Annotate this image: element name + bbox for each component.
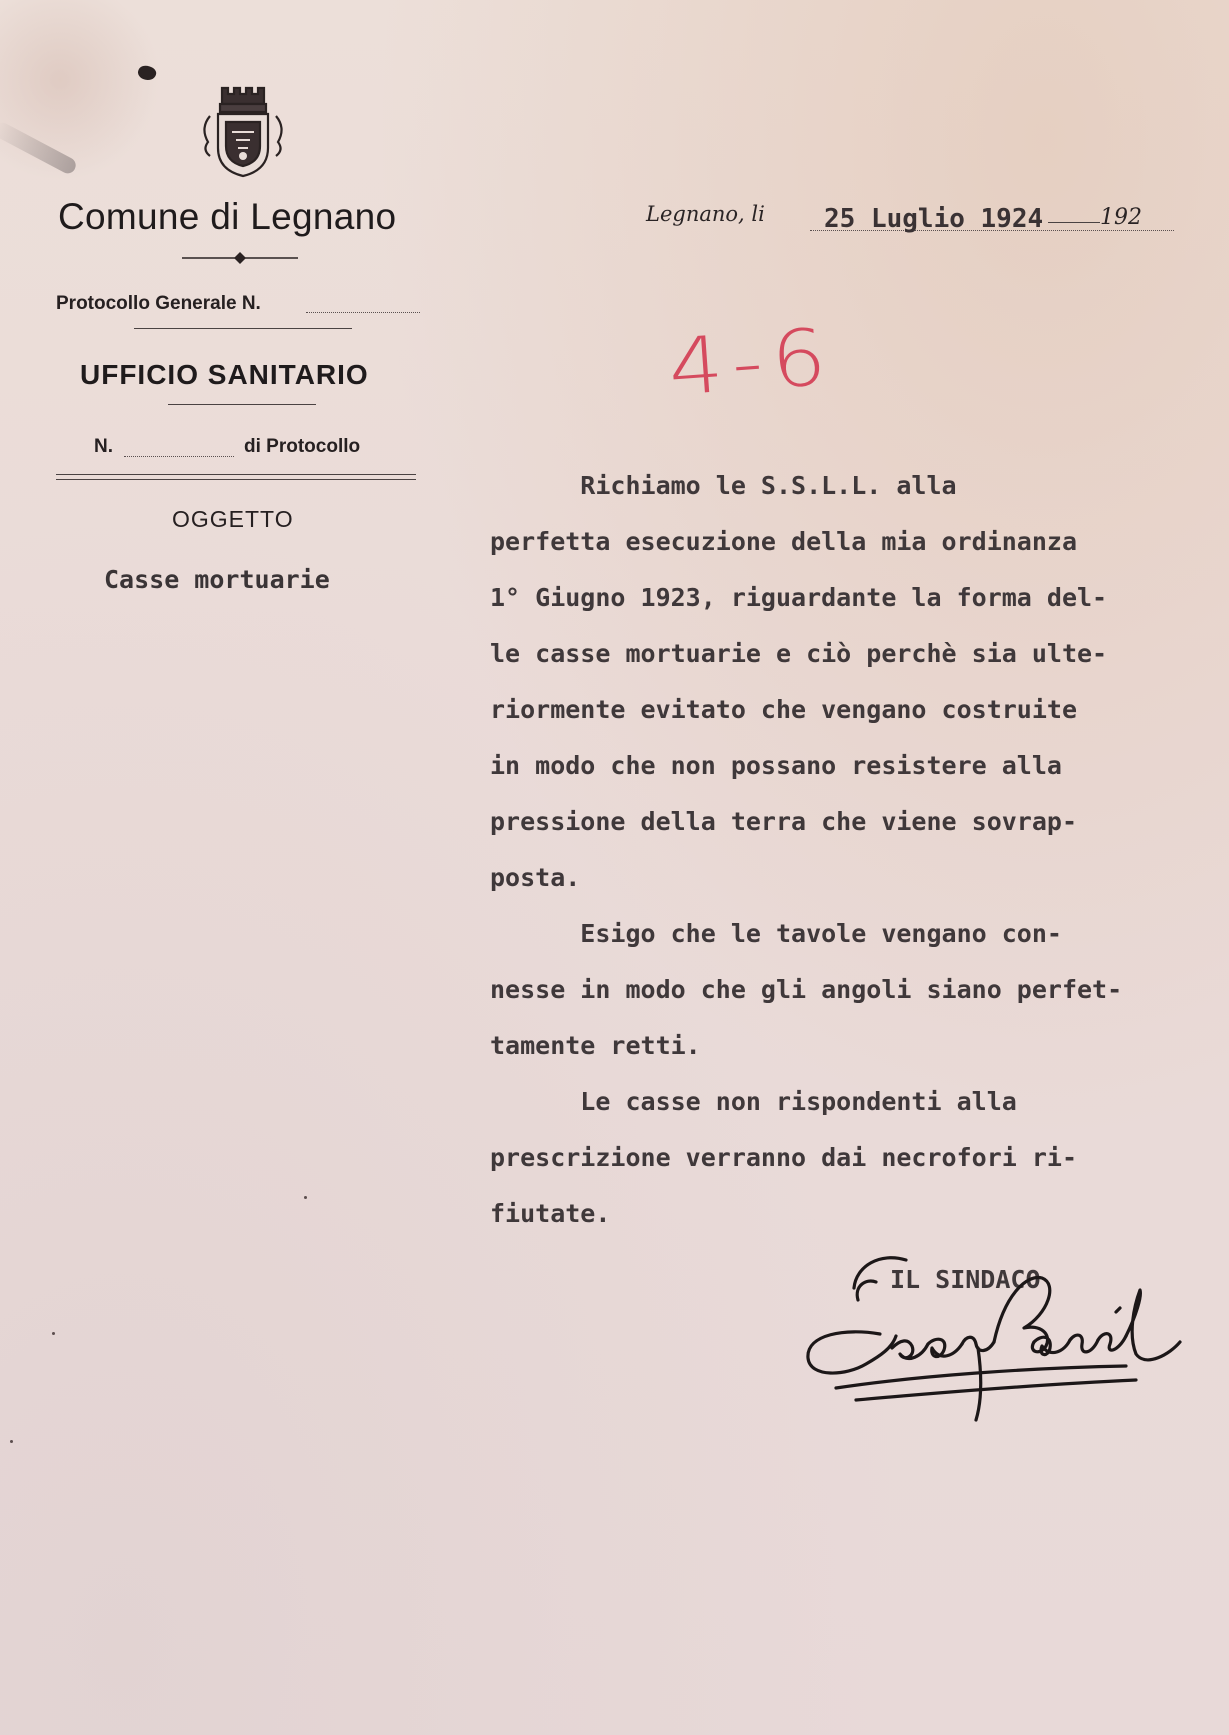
general-protocol-blank xyxy=(306,312,420,313)
strike-through xyxy=(1048,222,1100,223)
paper-speck xyxy=(52,1332,55,1335)
protocol-label: di Protocollo xyxy=(244,436,361,457)
number-blank xyxy=(124,456,234,457)
body-line: perfetta esecuzione della mia ordinanza xyxy=(490,527,1077,556)
rule-line xyxy=(134,328,352,329)
signatory-title: IL SINDACO xyxy=(890,1265,1041,1294)
typed-date: 25 Luglio 1924 xyxy=(824,204,1044,234)
office-name: UFFICIO SANITARIO xyxy=(80,359,369,390)
double-rule-top xyxy=(56,474,416,475)
double-rule-bottom xyxy=(56,479,416,480)
paper-speck xyxy=(304,1196,307,1199)
body-line: prescrizione verranno dai necrofori ri- xyxy=(490,1143,1077,1172)
paper-speck xyxy=(10,1440,13,1443)
body-line: riormente evitato che vengano costruite xyxy=(490,695,1077,724)
body-line: fiutate. xyxy=(490,1199,611,1228)
body-line: pressione della terra che viene sovrap- xyxy=(490,807,1077,836)
subject-label: OGGETTO xyxy=(172,506,294,532)
municipality-name: Comune di Legnano xyxy=(58,196,397,237)
ornament-divider xyxy=(180,250,300,266)
number-label: N. xyxy=(94,436,113,457)
printed-year: 192 xyxy=(1100,205,1142,230)
body-line: nesse in modo che gli angoli siano perfet- xyxy=(490,975,1123,1004)
red-pencil-reference: 4-6 xyxy=(665,312,838,414)
body-line: in modo che non possano resistere alla xyxy=(490,751,1062,780)
letter-body xyxy=(490,458,1210,1242)
place-label: Legnano, li xyxy=(646,202,765,226)
subject-value: Casse mortuarie xyxy=(104,565,330,594)
general-protocol-label: Protocollo Generale N. xyxy=(56,293,261,314)
body-line: tamente retti. xyxy=(490,1031,701,1060)
rule-line xyxy=(168,404,316,405)
body-line: 1° Giugno 1923, riguardante la forma del- xyxy=(490,583,1108,612)
body-line: le casse mortuarie e ciò perchè sia ulte- xyxy=(490,639,1108,668)
paper-stain xyxy=(0,0,160,180)
body-line: Richiamo le S.S.L.L. alla xyxy=(490,471,957,500)
handwritten-signature xyxy=(796,1216,1216,1426)
coat-of-arms-icon xyxy=(196,84,290,180)
body-line: Le casse non rispondenti alla xyxy=(490,1087,1017,1116)
body-line: Esigo che le tavole vengano con- xyxy=(490,919,1062,948)
body-line: posta. xyxy=(490,863,581,892)
